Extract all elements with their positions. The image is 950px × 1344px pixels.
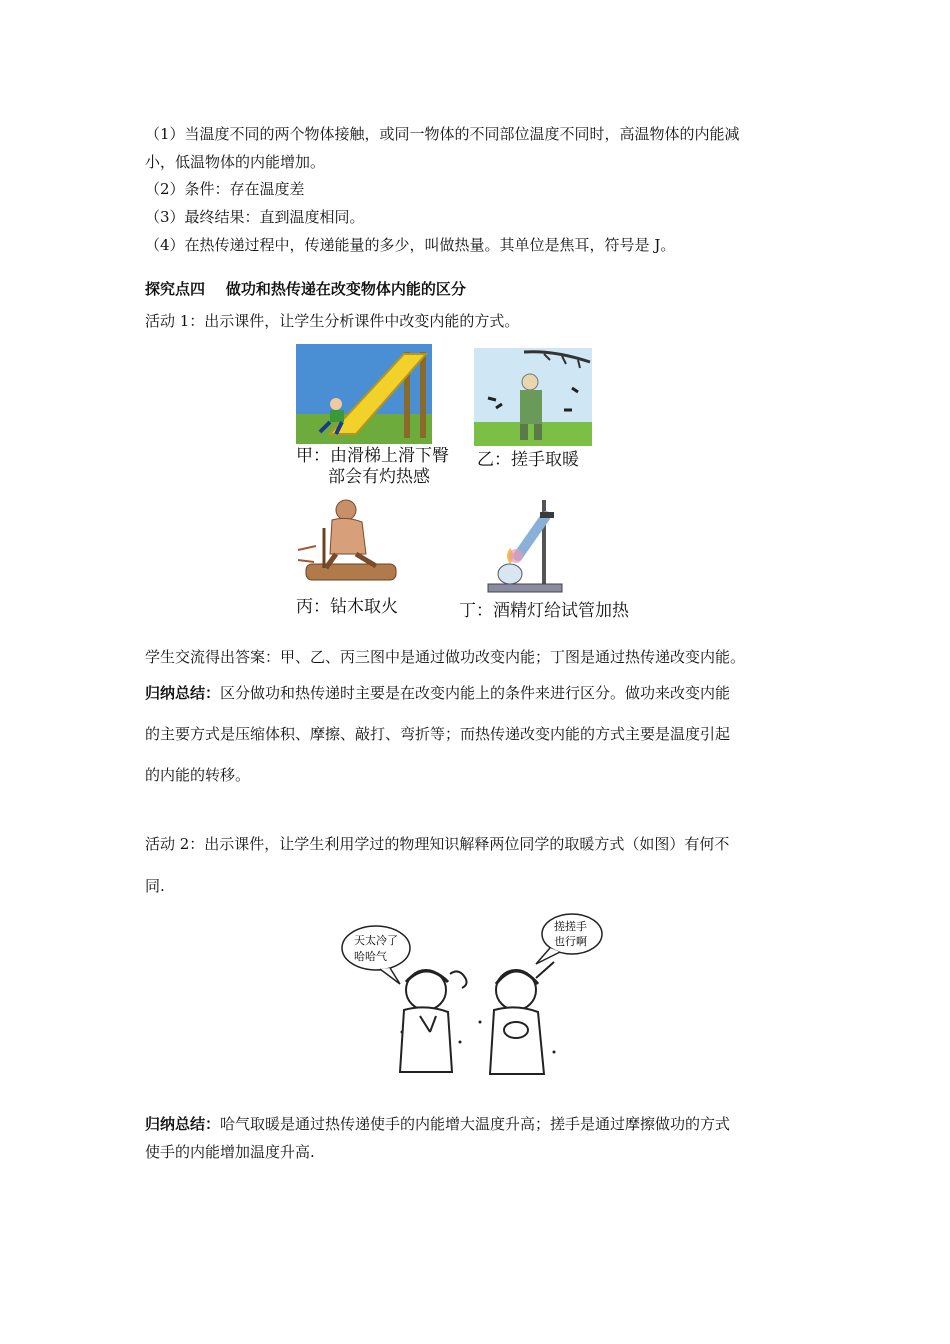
answer-text: 学生交流得出答案：甲、乙、丙三图中是通过做功改变内能；丁图是通过热传递改变内能。 — [145, 648, 746, 666]
summary-text: 哈气取暖是通过热传递使手的内能增大温度升高；搓手是通过摩擦做功的方式 — [220, 1115, 731, 1133]
drilling-wood-illustration — [296, 494, 402, 590]
text-line: 小，低温物体的内能增加。 — [145, 153, 326, 171]
caption-ding: 丁：酒精灯给试管加热 — [459, 601, 629, 621]
caption-jia-line2: 部会有灼热感 — [328, 467, 430, 487]
text-line: （4）在热传递过程中，传递能量的多少，叫做热量。其单位是焦耳，符号是 J。 — [145, 236, 676, 254]
rubbing-hands-illustration — [474, 348, 592, 446]
summary-1-line1 — [145, 683, 730, 703]
two-students-illustration — [340, 912, 620, 1082]
bubble-left-line2: 哈哈气 — [354, 950, 387, 963]
caption-yi: 乙：搓手取暖 — [477, 450, 579, 470]
text-line: （3）最终结果：直到温度相同。 — [145, 208, 365, 226]
text-line: （1）当温度不同的两个物体接触，或同一物体的不同部位温度不同时，高温物体的内能减 — [145, 125, 740, 143]
caption-bing: 丙：钻木取火 — [296, 597, 398, 617]
activity-2-line2: 同. — [145, 877, 165, 895]
caption-jia-line1: 甲：由滑梯上滑下臀 — [296, 446, 449, 466]
section-heading: 探究点四 做功和热传递在改变物体内能的区分 — [145, 280, 466, 298]
activity-2-line1: 活动 2：出示课件，让学生利用学过的物理知识解释两位同学的取暖方式（如图）有何不 — [145, 835, 730, 853]
activity-1-text: 活动 1：出示课件，让学生分析课件中改变内能的方式。 — [145, 312, 520, 330]
bubble-right-line2: 也行啊 — [554, 935, 587, 948]
summary-2-line2: 使手的内能增加温度升高. — [145, 1143, 315, 1161]
summary-text: 区分做功和热传递时主要是在改变内能上的条件来进行区分。做功来改变内能 — [220, 684, 731, 702]
alcohol-lamp-illustration — [482, 494, 564, 596]
bubble-right-line1: 搓搓手 — [554, 920, 587, 933]
summary-1-line2: 的主要方式是压缩体积、摩擦、敲打、弯折等；而热传递改变内能的方式主要是温度引起 — [145, 725, 731, 743]
text-line: （2）条件：存在温度差 — [145, 180, 305, 198]
summary-2-line1 — [145, 1114, 730, 1134]
bubble-left-line1: 天太冷了 — [354, 934, 398, 947]
summary-1-line3: 的内能的转移。 — [145, 766, 251, 784]
summary-label: 归纳总结： — [145, 1115, 221, 1133]
summary-label: 归纳总结： — [145, 684, 221, 702]
slide-illustration — [296, 344, 432, 444]
